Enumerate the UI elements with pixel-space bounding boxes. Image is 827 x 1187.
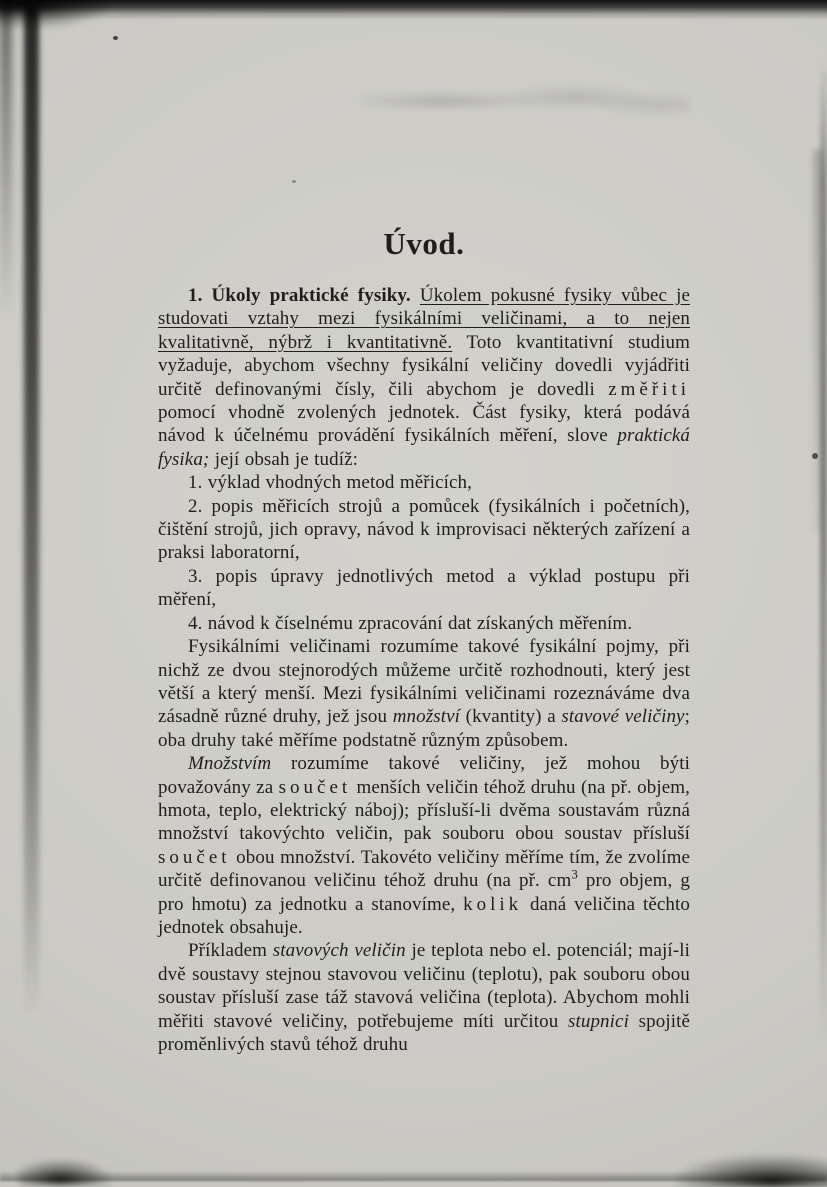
text-run: menších veličin téhož druhu (na př. objem, hmota, teplo, elektrický náboj); přísluší-li dvěma soustavám různá množství takovýchto veličin, pak souboru obou soustav přísluší: [158, 776, 690, 845]
text-run: Fysikálními veličinami rozumíme takové fysikální pojmy, při nichž ze dvou stejnorodých můžeme určitě rozhodnouti, který jest větší a který menší. Mezi fysikálními veličinami rozeznáváme dva zásadně různé druhy, jež jsou: [158, 636, 690, 728]
paragraph-stavove-veliciny: [158, 939, 690, 1056]
scan-smudge-top: [360, 84, 690, 118]
text-run: daná veličina těchto jednotek obsahuje.: [158, 893, 690, 938]
text-run: stupnici: [567, 1010, 629, 1032]
scan-edge-top-left: [0, 0, 110, 28]
text-run: množství: [392, 706, 461, 728]
intro-paragraph: [158, 284, 690, 471]
text-run: stavové veličiny: [561, 706, 685, 728]
text-run: Příkladem: [188, 940, 273, 962]
text-run: součet: [158, 846, 231, 868]
text-run: obou množství. Takovéto veličiny měříme tím, že zvolíme určitě definovanou veličinu téhož druhu (na př. cm: [158, 846, 690, 892]
text-run: je teplota nebo el. potenciál; mají-li dvě soustavy stejnou stavovou veličinu (teplotu), pak souboru obou soustav přísluší zase táž stavová veličina (teplota). Abychom mohli měřiti stavové veličiny, potřebujeme míti určitou: [158, 940, 691, 1032]
text-run: Úkolem pokusné fysiky vůbec je studovati vztahy mezi fysikálními veličinami, a to nejen kvalitativně, nýbrž i kvantitativně.: [158, 285, 690, 353]
scan-speck-2: [812, 453, 818, 459]
scan-speck-3: [292, 180, 296, 183]
scan-edge-top: [0, 0, 827, 20]
text-run: Toto kvantitativní studium vyžaduje, abychom všechny fysikální veličiny dovedli vyjádřiti určitě definovanými čísly, čili abychom je dovedli: [158, 331, 690, 400]
text-run: pro objem, g pro hmotu) za jednotku a stanovíme,: [158, 870, 690, 915]
text-run: ; oba druhy také měříme podstatně různým způsobem.: [158, 706, 690, 751]
scan-smudge-right: [813, 150, 823, 530]
page-title: Úvod.: [383, 226, 465, 261]
scan-speck-1: [113, 36, 118, 40]
list-item-4: [158, 612, 690, 635]
text-run: spojitě proměnlivých stavů téhož druhu: [158, 1010, 690, 1055]
text-run: 2. popis měřicích strojů a pomůcek (fysikálních i početních), čištění strojů, jich opravy, návod k improvisaci některých zařízení a praksi laboratorní,: [158, 495, 690, 564]
text-run: součet: [278, 776, 352, 798]
text-run: praktická fysika;: [158, 425, 690, 470]
text-run: 3. popis úpravy jednotlivých metod a výklad postupu při měření,: [158, 565, 690, 611]
text-run: kolik: [463, 893, 523, 915]
superscript-run: 3: [571, 866, 578, 882]
text-run: stavových veličin: [272, 940, 406, 962]
paragraphs-container: [158, 284, 690, 1056]
text-run: 1. Úkoly praktické fysiky.: [188, 285, 420, 306]
list-item-3: [158, 565, 690, 612]
scan-blob-bottom-right: [675, 1155, 827, 1187]
text-run: 4. návod k číselnému zpracování dat získaných měřením.: [188, 612, 633, 634]
text-run: její obsah je tudíž:: [209, 448, 359, 470]
text-block: [158, 226, 690, 1056]
text-run: pomocí vhodně zvolených jednotek. Část fysiky, která podává návod k účelnému provádění fysikálních měření, slove: [158, 402, 690, 447]
text-run: (kvantity) a: [460, 706, 562, 728]
paragraph-quantities-intro: [158, 635, 690, 752]
scan-blob-bottom-left: [18, 1159, 113, 1185]
text-run: rozumíme takové veličiny, jež mohou býti považovány za: [158, 753, 690, 798]
text-run: změřiti: [608, 378, 690, 400]
list-item-2: [158, 495, 690, 565]
paragraph-mnozstvi: [158, 752, 690, 939]
text-run: 1. výklad vhodných metod měřicích,: [188, 472, 472, 494]
text-run: Množstvím: [188, 753, 272, 775]
scan-edge-left: [24, 6, 39, 1016]
scan-edge-left-outer: [0, 0, 12, 320]
list-item-1: [158, 471, 690, 494]
